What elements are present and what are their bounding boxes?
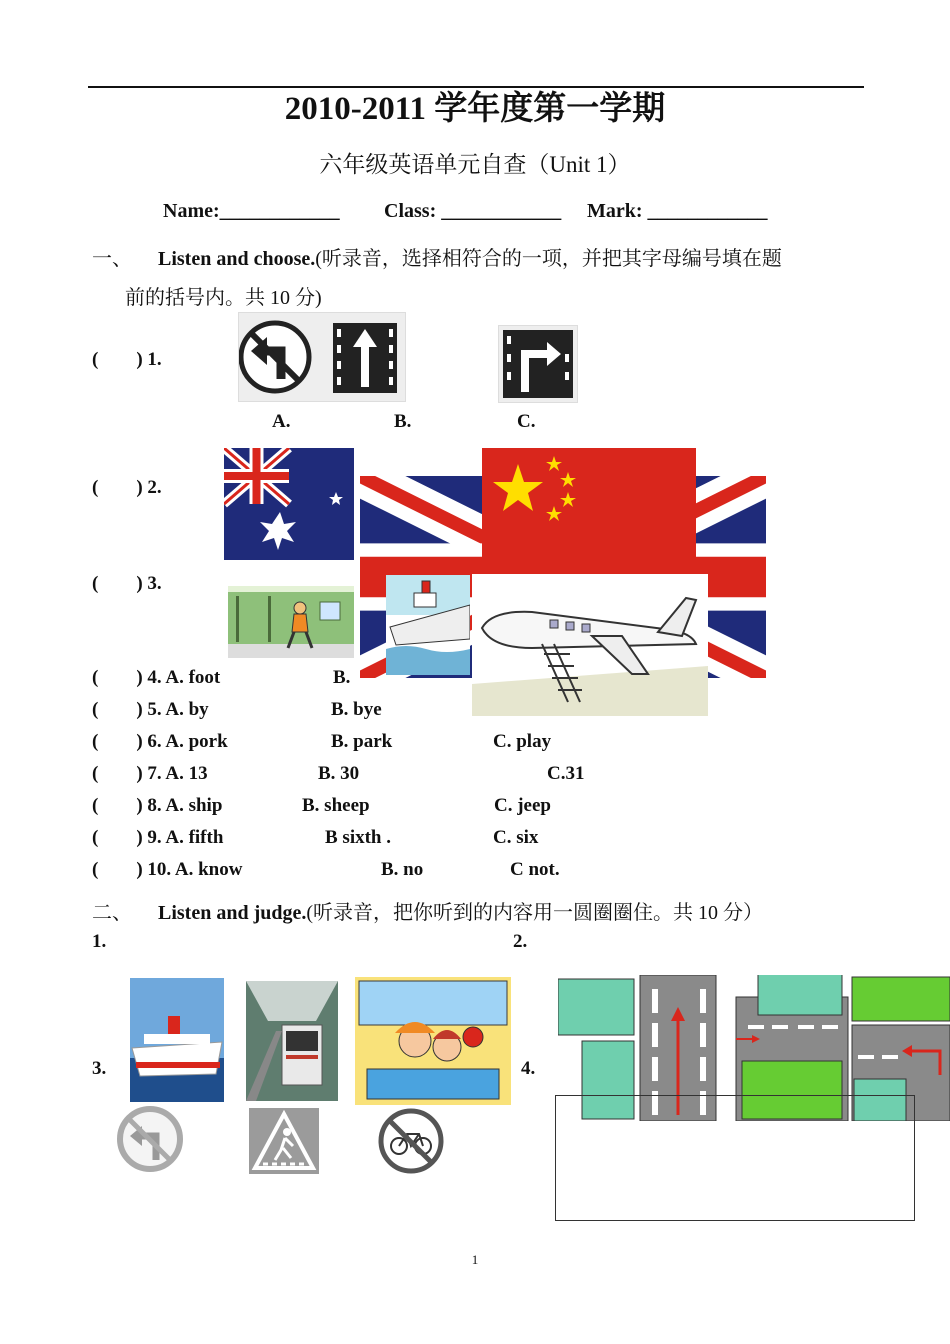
question-9-option-b: B sixth . [325,827,391,848]
question-4-option-b: B. [333,667,351,688]
right-turn-sign-icon [499,326,577,402]
answer-box[interactable] [555,1095,915,1221]
judge-item-3-label: 3. [92,1058,107,1079]
name-field-label: Name:____________ [163,200,340,222]
subway-train-photo [246,981,338,1101]
class-field-label: Class: ____________ [384,200,562,222]
go-straight-sign-icon [333,323,397,393]
section1-heading-line [158,242,782,271]
china-flag [482,448,696,572]
page-number: 1 [471,1252,479,1267]
question-10-option-c: C not. [510,859,560,880]
section1-number: 一、 [92,248,132,270]
cruise-ship-photo [130,978,224,1102]
section1-instruction: (听录音，选择相符合的一项，并把其字母编号填在题 [315,248,782,270]
airplane-picture [472,574,708,716]
question-9-option-c: C. six [493,827,539,848]
page-subtitle: 六年级英语单元自查（Unit 1） [319,152,631,177]
question-10-option-b: B. no [381,859,424,880]
page-title: 2010-2011 学年度第一学期 [284,91,666,127]
bus-children-picture [355,977,511,1105]
question-8-option-b: B. sheep [302,795,370,816]
section2-instruction: (听录音，把你听到的内容用一圆圈圈住。共 10 分） [306,902,764,924]
question-6-label: ( ) 6. A. pork [92,731,228,752]
ship-picture [386,575,470,675]
australia-flag [224,448,354,560]
question-3-label: ( ) 3. [92,573,162,594]
question-1-label: ( ) 1. [92,349,162,370]
no-left-turn-sign-gray-icon [112,1106,188,1172]
judge-item-1-label: 1. [92,931,107,952]
train-boarding-picture [228,586,354,658]
q1-option-a: A. [272,411,291,432]
q1-option-c: C. [517,411,536,432]
question-8-option-c: C. jeep [494,795,551,816]
judge-item-4-label: 4. [521,1058,536,1079]
section2-heading-line [158,896,763,925]
question-5-label: ( ) 5. A. by [92,699,209,720]
question-8-label: ( ) 8. A. ship [92,795,223,816]
question-7-label: ( ) 7. A. 13 [92,763,208,784]
section1-instruction-cont: 前的括号内。共 10 分) [125,287,322,309]
question-5-option-b: B. bye [331,699,382,720]
section2-heading: Listen and judge. [158,902,307,924]
question-6-option-c: C. play [493,731,552,752]
question-2-label: ( ) 2. [92,477,162,498]
q1-signs-ab [238,312,406,402]
question-10-label: ( ) 10. A. know [92,859,243,880]
pedestrian-crossing-sign-icon [249,1108,319,1174]
section2-number: 二、 [92,902,132,924]
question-6-option-b: B. park [331,731,393,752]
mark-field-label: Mark: ____________ [587,200,768,222]
no-left-turn-sign-icon [241,323,309,391]
no-bicycles-sign-icon [375,1108,447,1174]
q1-option-b: B. [394,411,412,432]
question-7-option-c: C.31 [547,763,585,784]
question-9-label: ( ) 9. A. fifth [92,827,224,848]
section1-heading: Listen and choose. [158,248,316,270]
judge-item-2-label: 2. [513,931,528,952]
question-4-label: ( ) 4. A. foot [92,667,221,688]
question-7-option-b: B. 30 [318,763,360,784]
q1-sign-c [498,325,578,403]
